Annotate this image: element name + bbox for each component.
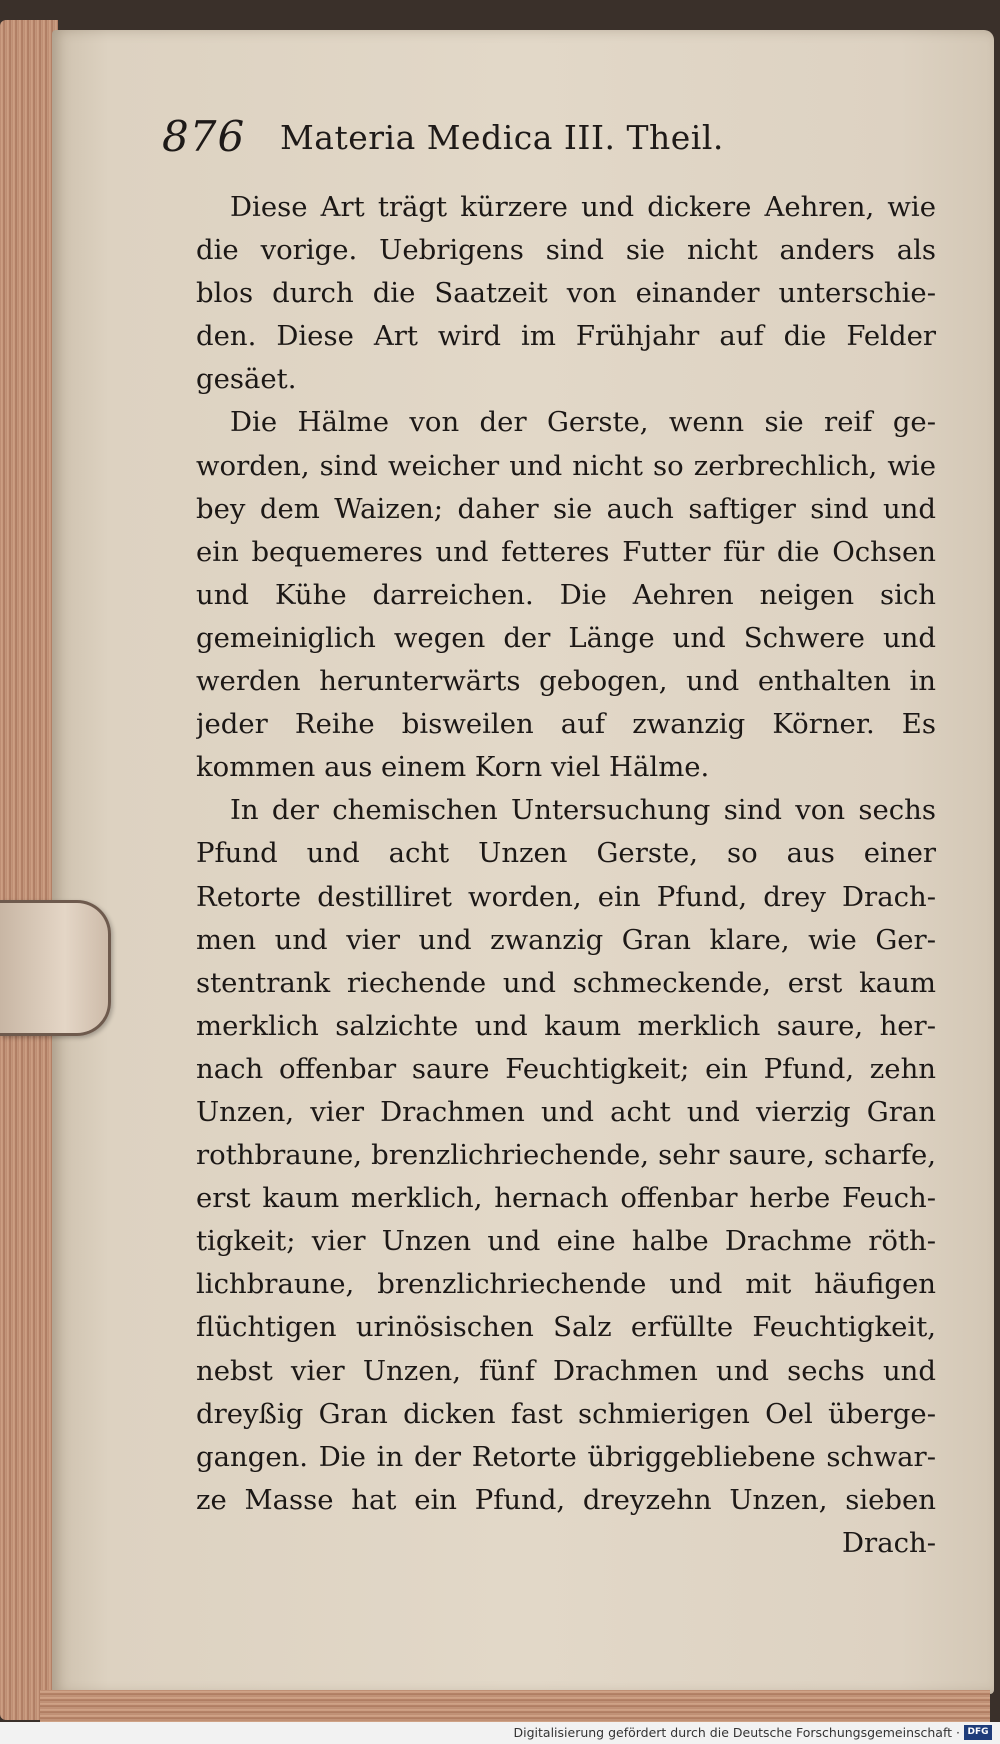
text-line: Diese Art trägt kürzere und dickere Aehren, wie [230, 191, 936, 223]
text-line: merklich salzichte und kaum merklich saure, her- [196, 1009, 936, 1042]
text-line: ein bequemeres und fetteres Futter für die Ochsen [196, 535, 936, 568]
text-line: Unzen, vier Drachmen und acht und vierzig Gran [196, 1095, 936, 1128]
text-line: erst kaum merklich, hernach offenbar herbe Feuch- [196, 1182, 936, 1215]
text-line: Pfund und acht Unzen Gerste, so aus einer [196, 837, 936, 870]
text-line: nebst vier Unzen, fünf Drachmen und sechs und [196, 1354, 936, 1387]
text-line: rothbraune, brenzlichriechende, sehr saure, scharfe, [196, 1139, 936, 1172]
text-line: stentrank riechende und schmeckende, erst kaum [196, 966, 936, 999]
text-line: den. Diese Art wird im Frühjahr auf die Felder [196, 320, 936, 353]
text-line: jeder Reihe bisweilen auf zwanzig Körner. Es [196, 708, 936, 741]
page-header [162, 112, 882, 172]
text-line: dreyßig Gran dicken fast schmierigen Oel überge- [196, 1397, 936, 1430]
funding-credit: Digitalisierung gefördert durch die Deutsche Forschungsgemeinschaft · [513, 1725, 960, 1740]
text-line: Retorte destilliret worden, ein Pfund, drey Drach- [196, 880, 936, 913]
digitization-footer [0, 1722, 1000, 1744]
text-line: worden, sind weicher und nicht so zerbrechlich, wie [196, 449, 936, 482]
text-line: Die Hälme von der Gerste, wenn sie reif ge- [230, 406, 936, 439]
text-line: gangen. Die in der Retorte übriggebliebene schwar- [196, 1440, 936, 1473]
text-line: blos durch die Saatzeit von einander unterschie- [196, 277, 936, 310]
text-line: In der chemischen Untersuchung sind von sechs [230, 794, 936, 827]
text-line: gesäet. [196, 363, 297, 396]
dfg-logo-icon: DFG [964, 1725, 992, 1740]
text-line: flüchtigen urinösischen Salz erfüllte Feuchtigkeit, [196, 1311, 936, 1344]
text-line: lichbraune, brenzlichriechende und mit häufigen [196, 1268, 936, 1301]
page-clip [0, 900, 111, 1036]
text-line: die vorige. Uebrigens sind sie nicht anders als [196, 234, 936, 267]
running-head: Materia Medica III. Theil. [280, 118, 724, 157]
book-bottom-edges [40, 1690, 990, 1722]
text-line: bey dem Waizen; daher sie auch saftiger sind und [196, 492, 936, 525]
text-line: ze Masse hat ein Pfund, dreyzehn Unzen, sieben [196, 1483, 936, 1516]
book-page-edges [0, 20, 58, 1720]
text-line: gemeiniglich wegen der Länge und Schwere und [196, 621, 936, 654]
text-line: nach offenbar saure Feuchtigkeit; ein Pfund, zehn [196, 1052, 936, 1085]
page-number: 876 [162, 112, 246, 161]
text-line: kommen aus einem Korn viel Hälme. [196, 751, 710, 784]
body-text [196, 186, 936, 1565]
text-line: werden herunterwärts gebogen, und enthalten in [196, 665, 936, 698]
text-line: men und vier und zwanzig Gran klare, wie Ger- [196, 923, 936, 956]
text-line: tigkeit; vier Unzen und eine halbe Drachme röth- [196, 1225, 936, 1258]
catchword: Drach- [842, 1526, 936, 1559]
text-line: und Kühe darreichen. Die Aehren neigen sich [196, 578, 936, 611]
